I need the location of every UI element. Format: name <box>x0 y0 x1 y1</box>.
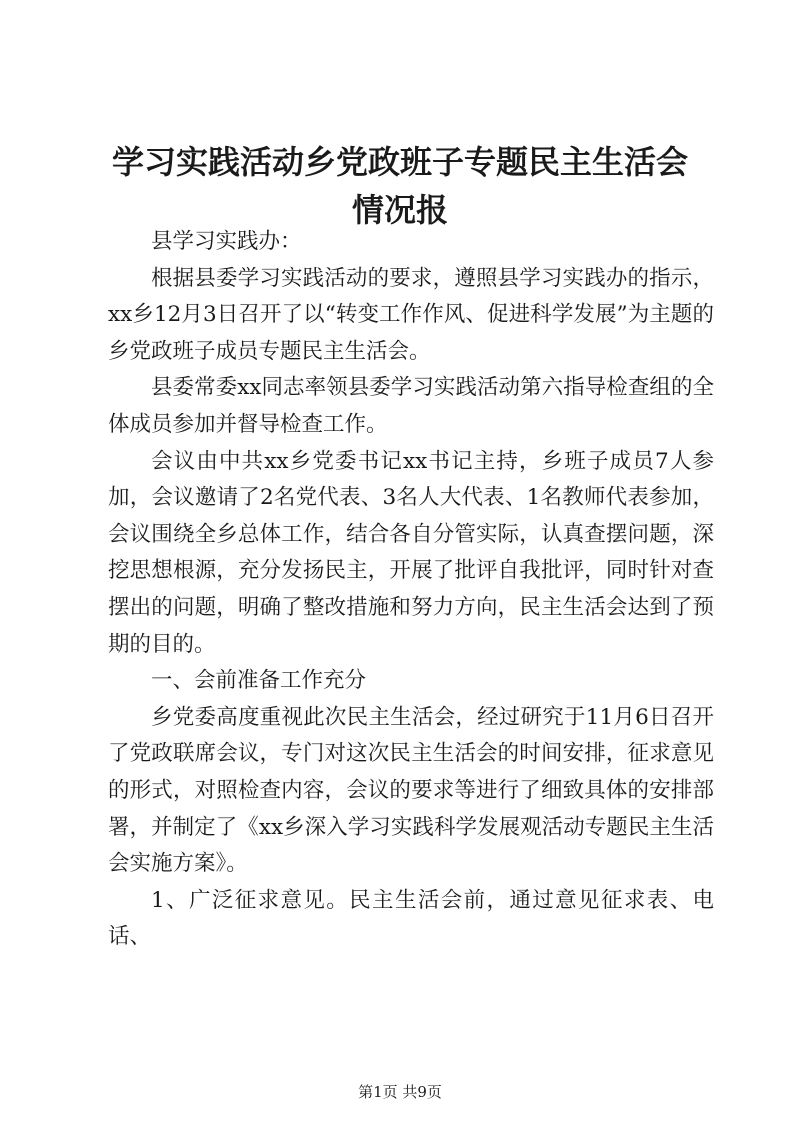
paragraph: 会议由中共xx乡党委书记xx书记主持，乡班子成员7人参加，会议邀请了2名党代表、3名人大代表、1名教师代表参加，会议围绕全乡总体工作，结合各自分管实际，认真查摆问题，深挖思想根源，充分发扬民主，开展了批评自我批评，同时针对查摆出的问题，明确了整改措施和努力方向，民主生活会达到了预期的目的。 <box>108 448 714 657</box>
page-number-footer: 第1页 共9页 <box>358 1083 442 1101</box>
document-title: 学习实践活动乡党政班子专题民主生活会情况报 <box>111 143 688 229</box>
paragraph: 乡党委高度重视此次民主生活会，经过研究于11月6日召开了党政联席会议，专门对这次民主生活会的时间安排，征求意见的形式，对照检查内容，会议的要求等进行了细致具体的安排部署，并制定了《xx乡深入学习实践科学发展观活动专题民主生活会实施方案》。 <box>108 704 714 877</box>
paragraph: 根据县委学习实践活动的要求，遵照县学习实践办的指示，xx乡12月3日召开了以“转变工作作风、促进科学发展”为主题的乡党政班子成员专题民主生活会。 <box>108 265 714 364</box>
paragraph: 县委常委xx同志率领县委学习实践活动第六指导检查组的全体成员参加并督导检查工作。 <box>108 375 714 437</box>
salutation: 县学习实践办： <box>151 229 302 254</box>
document-body <box>108 224 714 956</box>
section-heading: 一、会前准备工作充分 <box>151 668 367 694</box>
paragraph: 1、广泛征求意见。民主生活会前，通过意见征求表、电话、 <box>108 887 714 950</box>
